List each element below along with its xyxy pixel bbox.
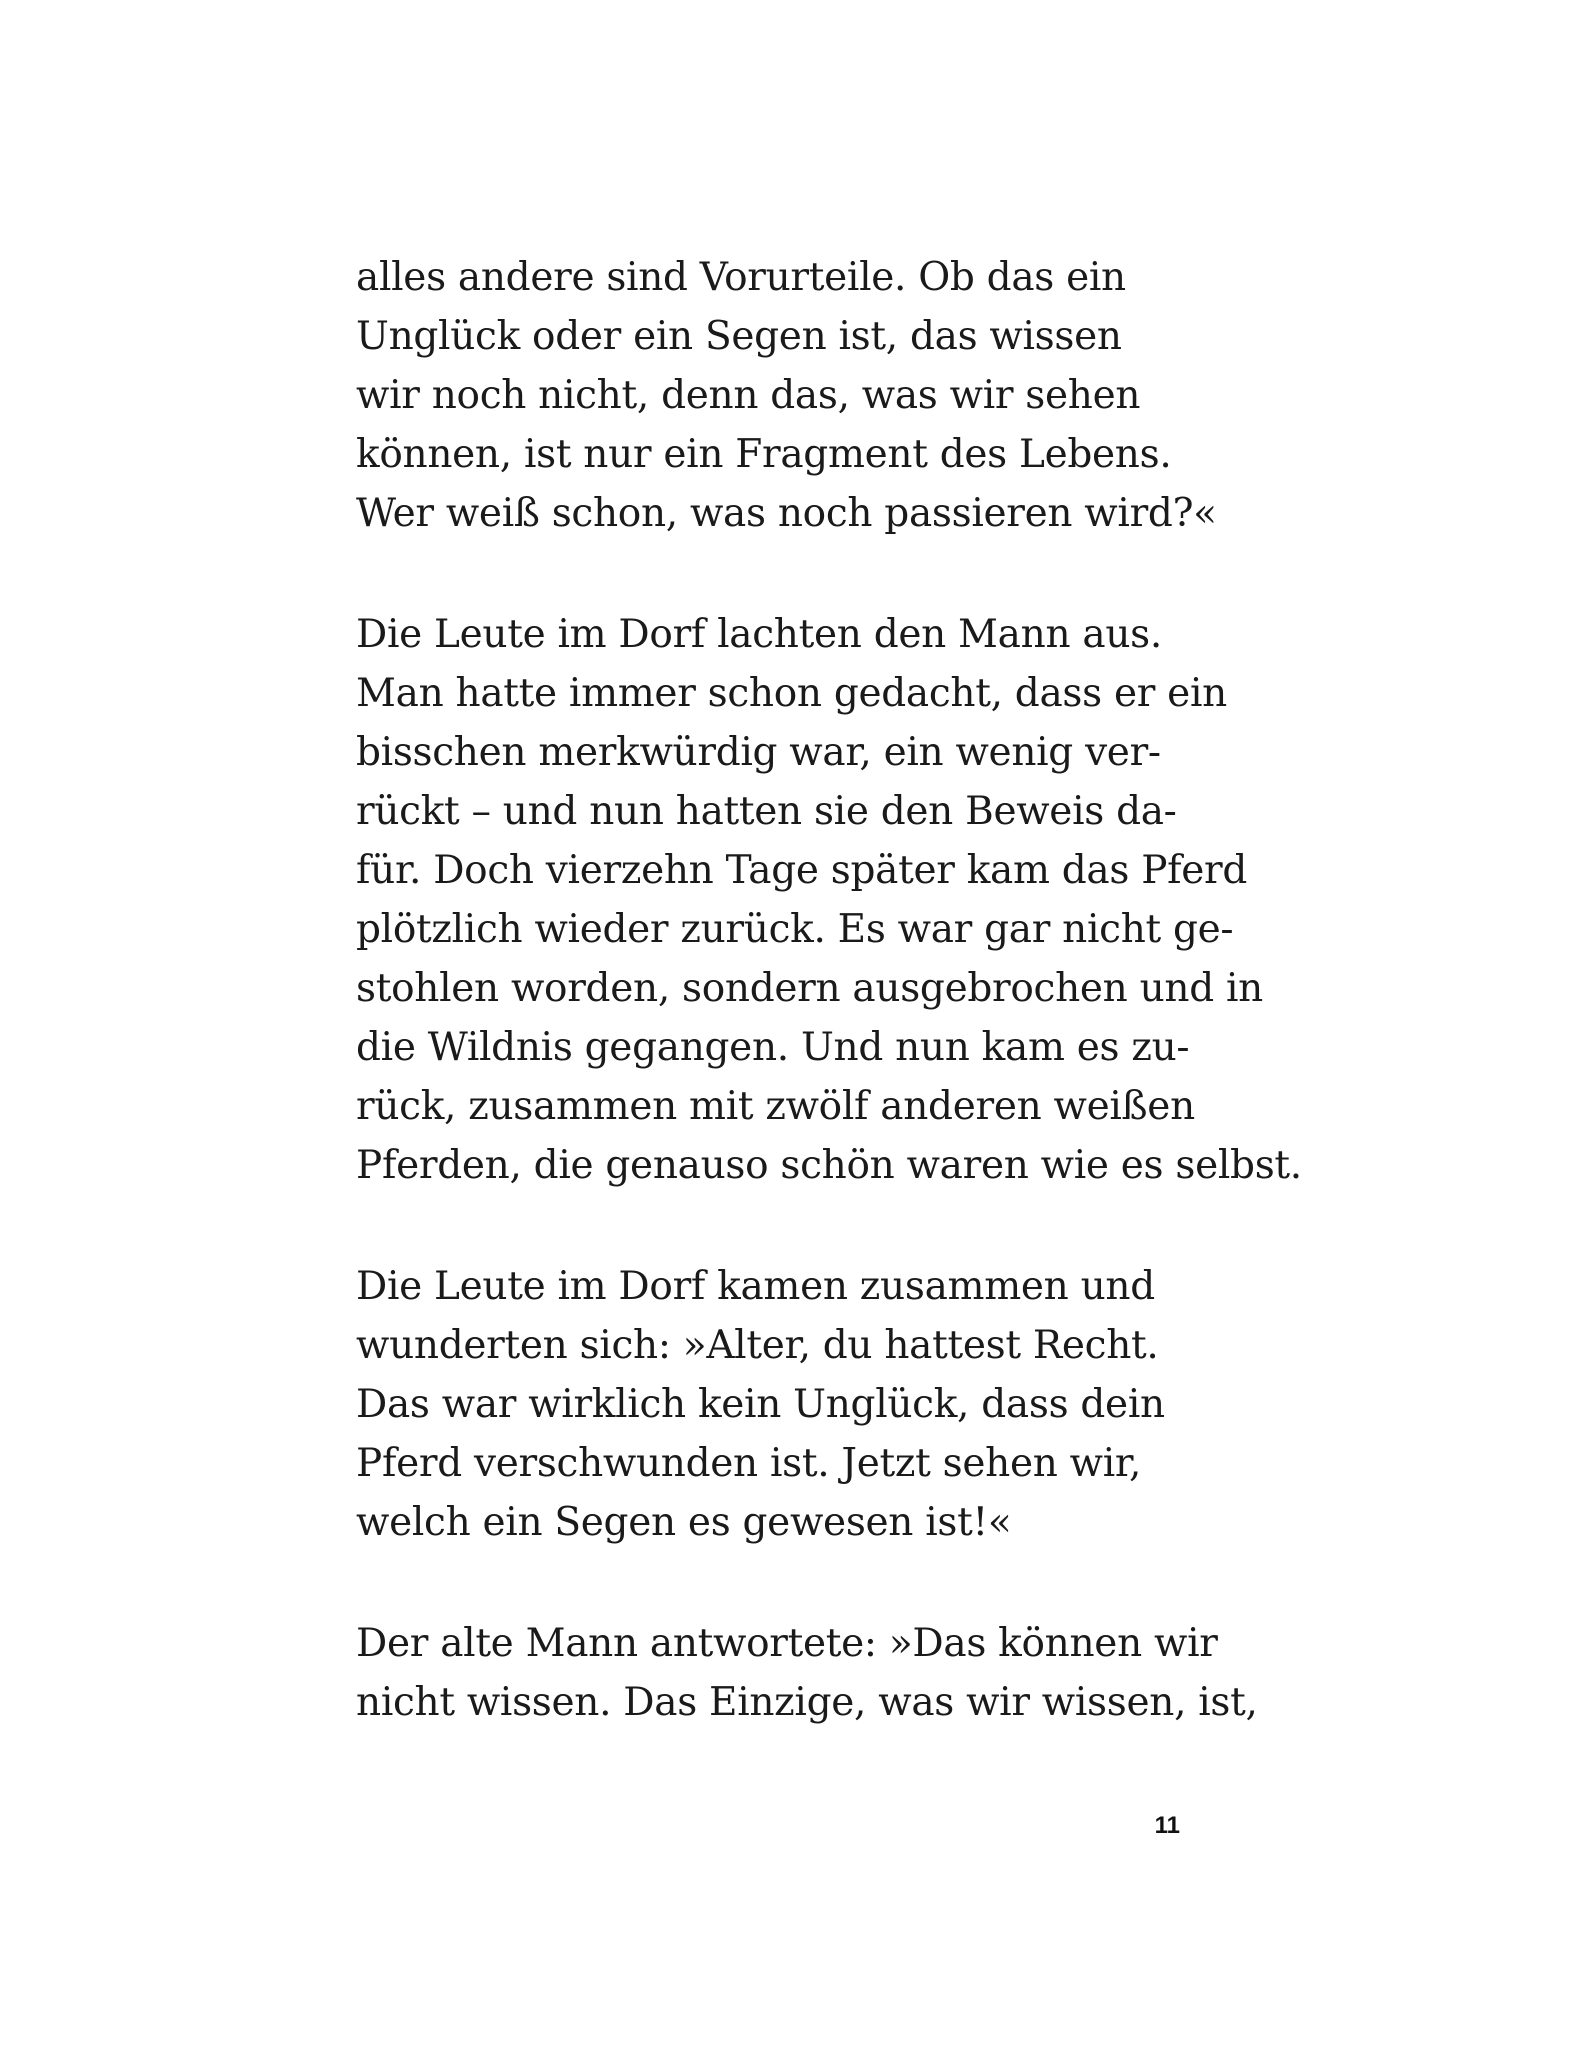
- page-number: 11: [1154, 1812, 1180, 1839]
- text-line: Die Leute im Dorf kamen zusammen und: [356, 1264, 1155, 1309]
- text-line: die Wildnis gegangen. Und nun kam es zu-: [356, 1025, 1190, 1070]
- body-text: [356, 248, 1302, 1794]
- text-line: Man hatte immer schon gedacht, dass er ein: [356, 671, 1227, 716]
- text-line: Der alte Mann antwortete: »Das können wir: [356, 1621, 1218, 1666]
- text-line: Das war wirklich kein Unglück, dass dein: [356, 1382, 1165, 1427]
- text-line: nicht wissen. Das Einzige, was wir wissen, ist,: [356, 1680, 1258, 1725]
- text-line: wunderten sich: »Alter, du hattest Recht.: [356, 1323, 1159, 1368]
- text-line: Wer weiß schon, was noch passieren wird?«: [356, 491, 1217, 536]
- text-line: für. Doch vierzehn Tage später kam das Pferd: [356, 848, 1248, 893]
- text-line: alles andere sind Vorurteile. Ob das ein: [356, 255, 1126, 300]
- paragraph-4: [356, 1614, 1258, 1732]
- text-line: rück, zusammen mit zwölf anderen weißen: [356, 1084, 1195, 1129]
- text-line: rückt – und nun hatten sie den Beweis da-: [356, 789, 1177, 834]
- text-line: bisschen merkwürdig war, ein wenig ver-: [356, 730, 1161, 775]
- text-line: wir noch nicht, denn das, was wir sehen: [356, 373, 1141, 418]
- text-line: Die Leute im Dorf lachten den Mann aus.: [356, 612, 1162, 657]
- paragraph-2: [356, 605, 1302, 1195]
- text-line: plötzlich wieder zurück. Es war gar nicht ge-: [356, 907, 1234, 952]
- paragraph-1: [356, 248, 1236, 543]
- text-line: Unglück oder ein Segen ist, das wissen: [356, 314, 1122, 359]
- text-line: Pferd verschwunden ist. Jetzt sehen wir,: [356, 1441, 1142, 1486]
- paragraph-3: [356, 1257, 1236, 1552]
- text-line: Pferden, die genauso schön waren wie es selbst.: [356, 1143, 1302, 1188]
- text-line: können, ist nur ein Fragment des Lebens.: [356, 432, 1172, 477]
- text-line: stohlen worden, sondern ausgebrochen und in: [356, 966, 1263, 1011]
- text-line: welch ein Segen es gewesen ist!«: [356, 1500, 1012, 1545]
